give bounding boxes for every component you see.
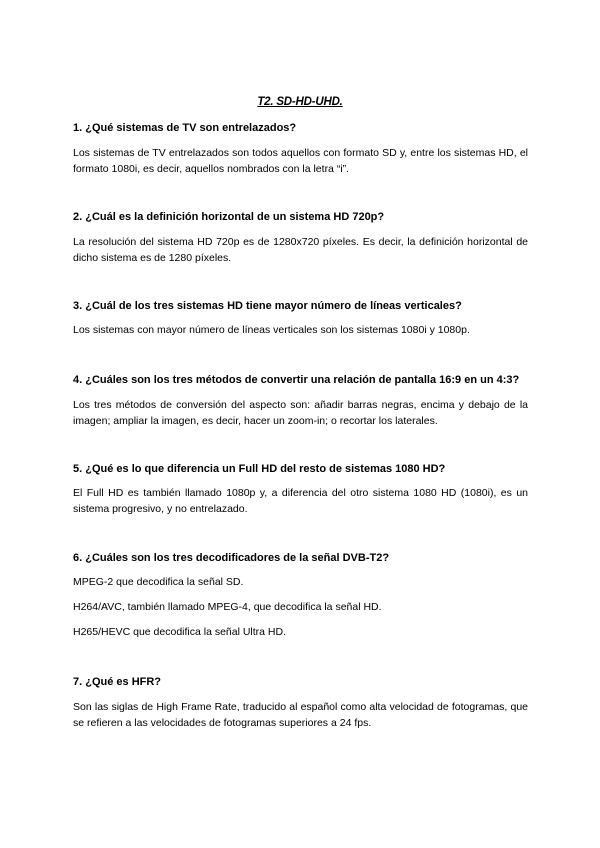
answer-4: Los tres métodos de conversión del aspecto son: añadir barras negras, encima y debajo de la imagen; ampliar la imagen, es decir, hacer un zoom-in; o recortar los laterales. — [73, 399, 528, 427]
answer-5: El Full HD es también llamado 1080p y, a diferencia del otro sistema 1080 HD (1080i), es un sistema progresivo, y no entrelazado. — [73, 487, 528, 515]
document-title: T2. SD-HD-UHD. — [257, 96, 343, 108]
answer-6-3: H265/HEVC que decodifica la señal Ultra HD. — [73, 626, 287, 638]
answer-7: Son las siglas de High Frame Rate, traducido al español como alta velocidad de fotogramas, que se refieren a las velocidades de fotogramas superiores a 24 fps. — [73, 701, 528, 729]
answer-6-1: MPEG-2 que decodifica la señal SD. — [73, 576, 244, 588]
answer-2: La resolución del sistema HD 720p es de 1280x720 píxeles. Es decir, la definición horizontal de dicho sistema es de 1280 píxeles. — [73, 236, 528, 264]
answer-3: Los sistemas con mayor número de líneas verticales son los sistemas 1080i y 1080p. — [73, 324, 470, 336]
question-3: 3. ¿Cuál de los tres sistemas HD tiene mayor número de líneas verticales? — [73, 300, 462, 312]
question-6: 6. ¿Cuáles son los tres decodificadores de la señal DVB-T2? — [73, 552, 390, 564]
question-2: 2. ¿Cuál es la definición horizontal de un sistema HD 720p? — [73, 211, 385, 223]
answer-6-2: H264/AVC, también llamado MPEG-4, que decodifica la señal HD. — [73, 601, 382, 613]
answer-1: Los sistemas de TV entrelazados son todos aquellos con formato SD y, entre los sistemas HD, el formato 1080i, es decir, aquellos nombrados con la letra “i”. — [73, 147, 528, 175]
question-1: 1. ¿Qué sistemas de TV son entrelazados? — [73, 122, 297, 134]
question-5: 5. ¿Qué es lo que diferencia un Full HD del resto de sistemas 1080 HD? — [73, 463, 446, 475]
question-4: 4. ¿Cuáles son los tres métodos de convertir una relación de pantalla 16:9 en un 4:3? — [73, 374, 520, 386]
question-7: 7. ¿Qué es HFR? — [73, 676, 162, 688]
